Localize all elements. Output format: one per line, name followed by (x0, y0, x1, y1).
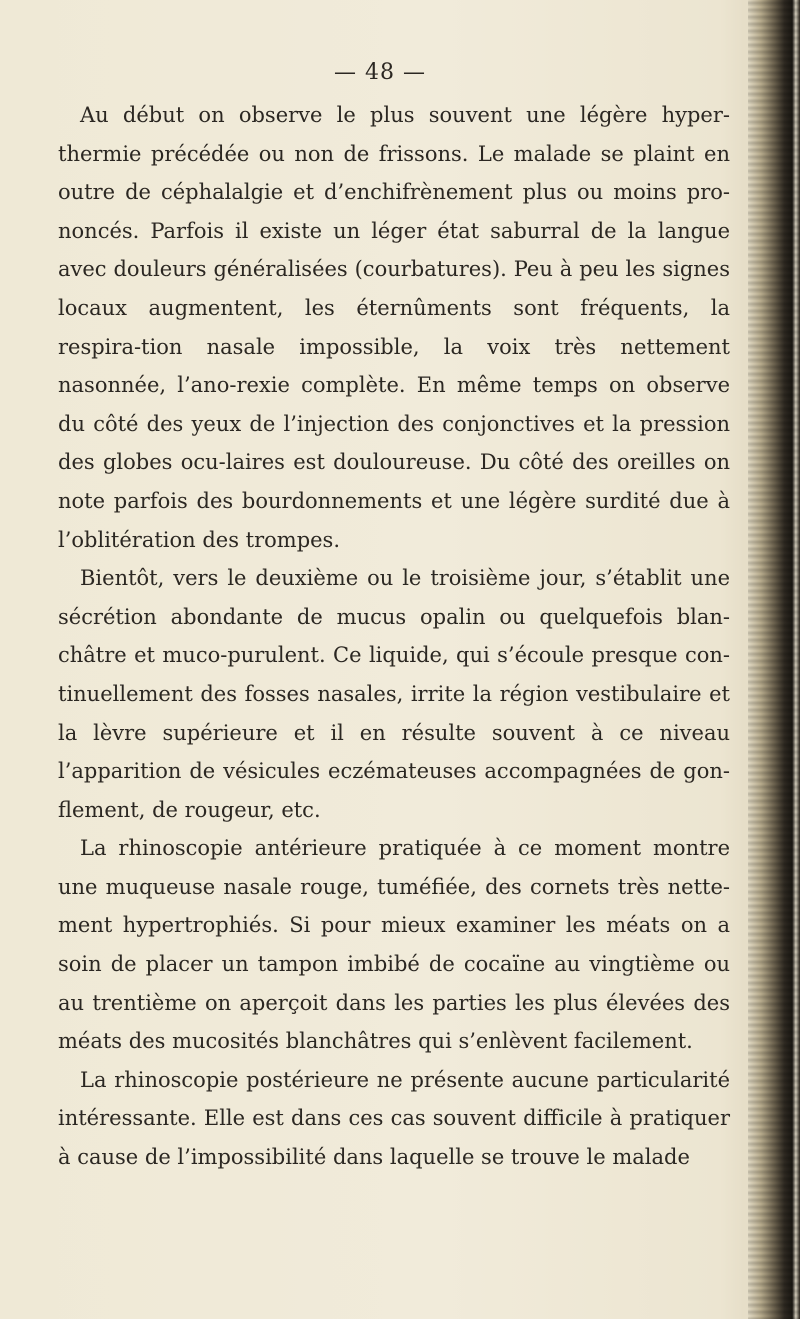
paragraph-3: La rhinoscopie antérieure pratiquée à ce moment montre une muqueuse nasale rouge, tuméfiée, des cornets très nette-ment hypertrophiés. Si pour mieux examiner les méats on a soin de placer un tampon imbibé de cocaïne au vingtième ou au trentième on aperçoit dans les parties les plus élevées des méats des mucosités blanchâtres qui s’enlèvent facilement. (58, 836, 730, 1054)
paragraph-1: Au début on observe le plus souvent une légère hyper-thermie précédée ou non de frissons. Le malade se plaint en outre de céphalalgie et d’enchifrènement plus ou moins pro-noncés. Parfois il existe un léger état saburral de la langue avec douleurs généralisées (courbatures). Peu à peu les signes locaux augmentent, les éternûments sont fréquents, la respira-tion nasale impossible, la voix très nettement nasonnée, l’ano-rexie complète. En même temps on observe du côté des yeux de l’injection des conjonctives et la pression des globes ocu-laires est douloureuse. Du côté des oreilles on note parfois des bourdonnements et une légère surdité due à l’oblitération des trompes. (58, 103, 730, 552)
body-text (58, 96, 730, 1177)
page-number: — 48 — (334, 60, 426, 85)
paragraph-2: Bientôt, vers le deuxième ou le troisième jour, s’établit une sécrétion abondante de mucus opalin ou quelquefois blan-châtre et muco-purulent. Ce liquide, qui s’écoule presque con-tinuellement des fosses nasales, irrite la région vestibulaire et la lèvre supérieure et il en résulte souvent à ce niveau l’apparition de vésicules eczémateuses accompagnées de gon-flement, de rougeur, etc. (58, 566, 730, 822)
binding-edge (748, 0, 800, 1319)
paragraph-4: La rhinoscopie postérieure ne présente aucune particularité intéressante. Elle est dans ces cas souvent difficile à pratiquer à cause de l’impossibilité dans laquelle se trouve le malade (58, 1067, 730, 1170)
